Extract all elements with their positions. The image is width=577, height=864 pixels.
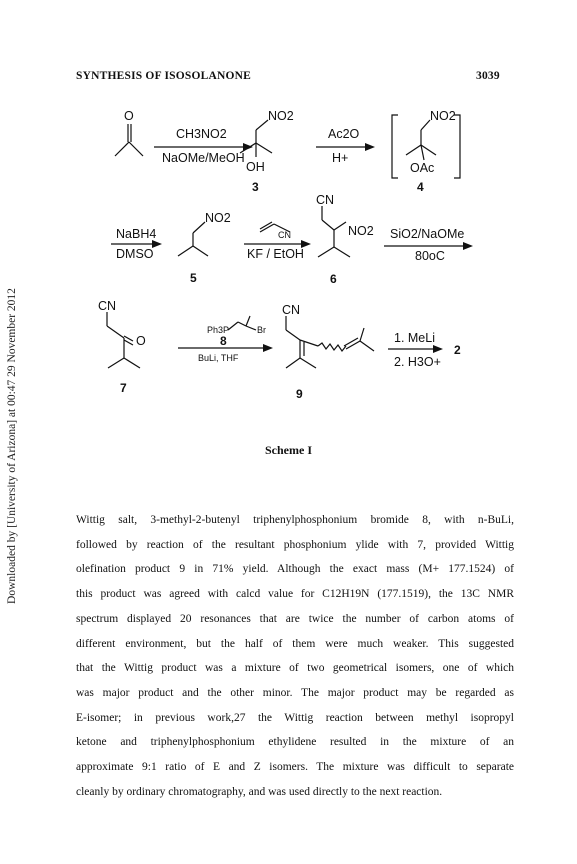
reagent-kf-etoh: KF / EtOH — [247, 247, 304, 261]
scheme-caption: Scheme I — [265, 443, 312, 457]
reagent-silica-naome: SiO2/NaOMe — [390, 227, 465, 241]
reagent-sodium-borohydride: NaBH4 — [116, 227, 157, 241]
body-line: was major product and the other minor. The major product may be regarded as — [76, 686, 514, 699]
ketone-oxygen-label-7: O — [136, 334, 146, 348]
nitro-label-6: NO2 — [348, 224, 374, 238]
reagent-methyllithium: 1. MeLi — [394, 331, 435, 345]
reagent-acetic-anhydride: Ac2O — [328, 127, 360, 141]
acrylonitrile-cn-label: CN — [278, 230, 291, 240]
hydroxyl-label: OH — [246, 160, 265, 174]
cyano-label-9: CN — [282, 303, 301, 317]
body-line: ketone and triphenylphosphonium ethylidene resulted in the mixture of an — [76, 736, 514, 749]
acetoxy-label: OAc — [410, 161, 435, 175]
reagent-nitromethane: CH3NO2 — [176, 127, 227, 141]
reagent-triphenylphosphine: Ph3P — [207, 325, 230, 335]
reagent-temperature: 80oC — [415, 249, 445, 263]
reagent-dmso: DMSO — [116, 247, 154, 261]
compound-2-label: 2 — [454, 343, 461, 357]
page-number: 3039 — [476, 70, 500, 82]
body-line: approximate 9:1 ratio of E and Z isomers. The mixture was difficult to separate — [76, 761, 514, 774]
reagent-buli-thf: BuLi, THF — [198, 353, 239, 363]
reagent-acid: H+ — [332, 151, 349, 165]
body-line: followed by reaction of the resultant phosphonium ylide with 7, provided Wittig — [76, 538, 514, 551]
download-watermark: Downloaded by [University of Arizona] at 00:47 29 November 2012 — [6, 288, 18, 604]
body-line: this product was agreed with calcd value for C12H19N (177.1519), the 13C NMR — [76, 588, 514, 601]
running-header-title: SYNTHESIS OF ISOSOLANONE — [76, 70, 252, 82]
reagent-naome-meoh: NaOMe/MeOH — [162, 151, 245, 165]
body-paragraph — [76, 508, 514, 804]
body-line: cleanly by ordinary chromatography, and was used directly to the next reaction. — [76, 785, 443, 798]
nitro-label-5: NO2 — [205, 211, 231, 225]
body-line: E-isomer; in previous work,27 the Wittig reaction between methyl isopropyl — [76, 711, 514, 724]
compound-3-label: 3 — [252, 180, 259, 194]
compound-6-label: 6 — [330, 272, 337, 286]
compound-9-label: 9 — [296, 387, 303, 401]
body-line: that the Wittig product was a mixture of two geometrical isomers, one of which — [76, 662, 514, 675]
body-line: spectrum displayed 20 resonances that are twice the number of carbon atoms of — [76, 612, 514, 625]
cyano-label-7: CN — [98, 299, 117, 313]
compound-4-label: 4 — [417, 180, 424, 194]
compound-7-label: 7 — [120, 381, 127, 395]
nitro-label-4: NO2 — [430, 109, 456, 123]
reagent-acid-workup: 2. H3O+ — [394, 355, 441, 369]
reagent-bromide: Br — [257, 325, 266, 335]
body-line: different environment, but the half of them were much weaker. This suggested — [76, 637, 514, 650]
body-line: Wittig salt, 3-methyl-2-butenyl triphenylphosphonium bromide 8, with n-BuLi, — [76, 514, 514, 526]
ketone-oxygen-label: O — [124, 109, 134, 123]
compound-5-label: 5 — [190, 271, 197, 285]
cyano-label-6: CN — [316, 193, 335, 207]
body-line: olefination product 9 in 71% yield. Although the exact mass (M+ 177.1524) of — [76, 563, 514, 576]
nitro-label-3: NO2 — [268, 109, 294, 123]
compound-8-label: 8 — [220, 334, 227, 348]
